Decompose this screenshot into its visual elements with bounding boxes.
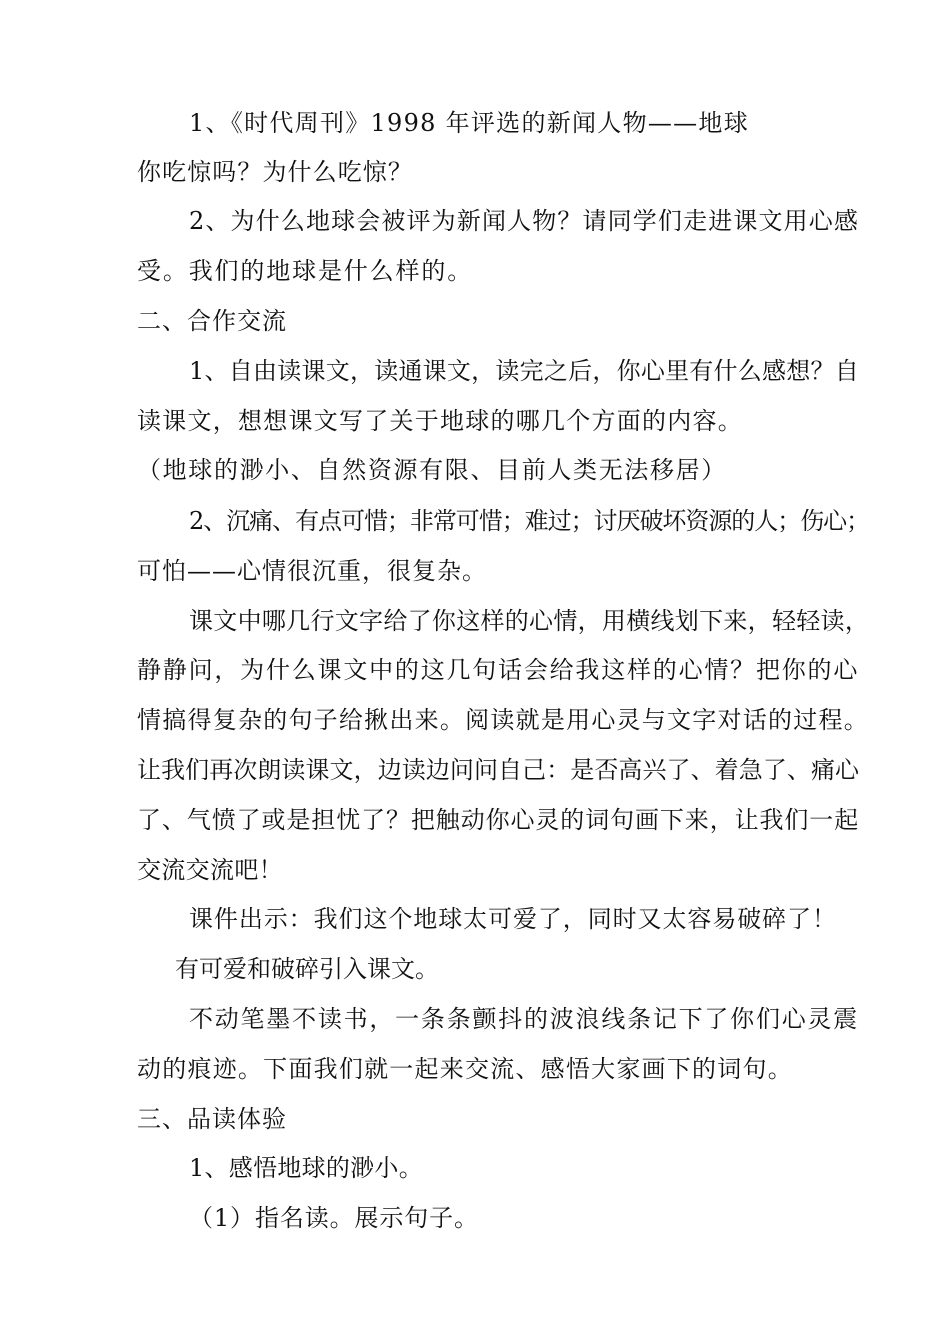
text-line: 静静问，为什么课文中的这几句话会给我这样的心情？把你的心 xyxy=(137,656,860,684)
text-line: 让我们再次朗读课文，边读边问问自己：是否高兴了、着急了、痛心 xyxy=(137,756,860,784)
text-line: 1、自由读课文，读通课文，读完之后，你心里有什么感想？自 xyxy=(189,357,859,385)
text-line: （1）指名读。展示句子。 xyxy=(189,1204,479,1232)
text-line: 有可爱和破碎引入课文。 xyxy=(175,955,439,983)
text-line: 2、为什么地球会被评为新闻人物？请同学们走进课文用心感 xyxy=(189,207,860,235)
text-line: 1、感悟地球的渺小。 xyxy=(189,1154,423,1182)
text-line: 课文中哪几行文字给了你这样的心情，用横线划下来，轻轻读， xyxy=(189,607,870,635)
text-line: 课件出示：我们这个地球太可爱了，同时又太容易破碎了！ xyxy=(189,905,837,933)
text-line: 读课文，想想课文写了关于地球的哪几个方面的内容。 xyxy=(137,407,743,435)
text-line: 动的痕迹。下面我们就一起来交流、感悟大家画下的词句。 xyxy=(137,1055,793,1083)
text-line: 可怕——心情很沉重，很复杂。 xyxy=(137,557,487,585)
text-line: 不动笔墨不读书，一条条颤抖的波浪线条记下了你们心灵震 xyxy=(189,1005,860,1033)
text-line: 情搞得复杂的句子给揪出来。阅读就是用心灵与文字对话的过程。 xyxy=(137,706,869,734)
text-line: （地球的渺小、自然资源有限、目前人类无法移居） xyxy=(137,456,727,484)
section-heading: 三、品读体验 xyxy=(137,1105,287,1133)
text-line: 2、沉痛、有点可惜；非常可惜；难过；讨厌破坏资源的人；伤心； xyxy=(189,507,870,535)
text-line: 受。我们的地球是什么样的。 xyxy=(137,257,474,285)
text-line: 交流交流吧！ xyxy=(137,856,283,884)
text-line: 1、《时代周刊》1998 年评选的新闻人物——地球 xyxy=(189,109,749,137)
text-line: 你吃惊吗？为什么吃惊？ xyxy=(137,158,413,186)
section-heading: 二、合作交流 xyxy=(137,307,287,335)
text-line: 了、气愤了或是担忧了？把触动你心灵的词句画下来，让我们一起 xyxy=(137,806,860,834)
